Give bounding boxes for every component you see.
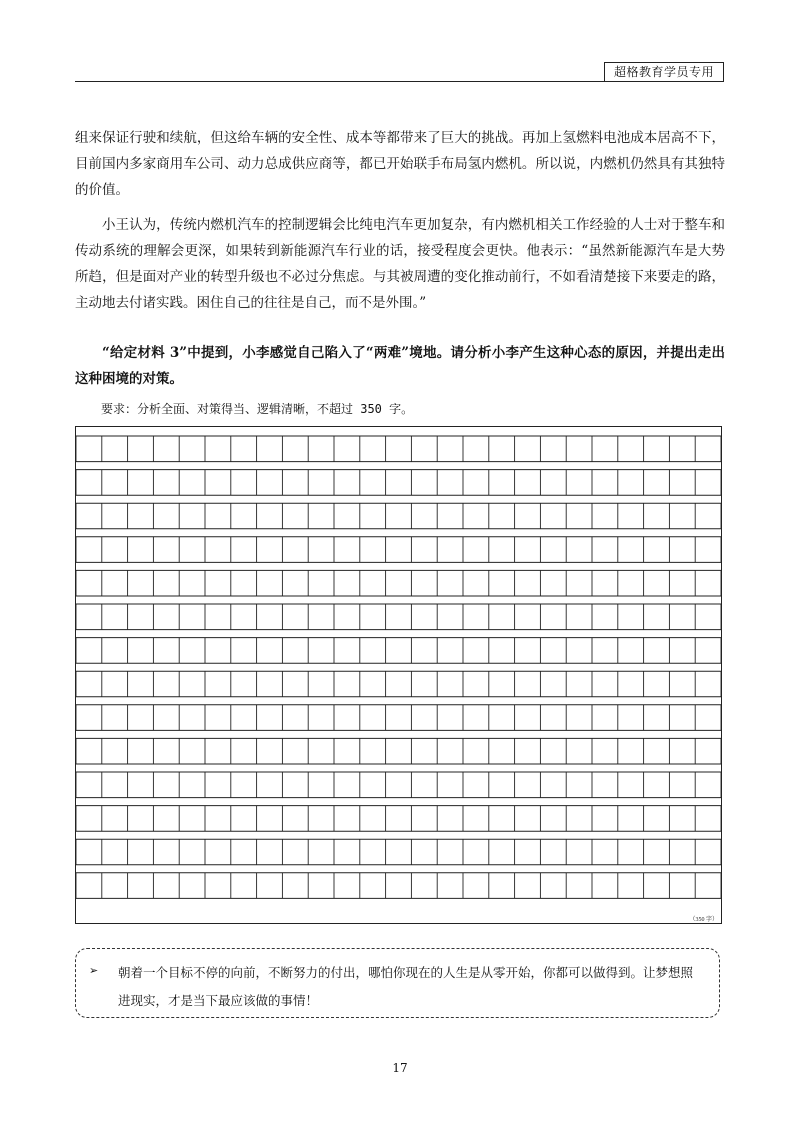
motto-text: 朝着一个目标不停的向前，不断努力的付出，哪怕你现在的人生是从零开始，你都可以做得到。让梦想照进现实，才是当下最应该做的事情！ — [118, 965, 694, 1008]
answer-grid[interactable] — [75, 426, 722, 924]
grid-row — [76, 705, 721, 731]
header-badge: 超格教育学员专用 — [604, 62, 724, 82]
motto-box — [75, 948, 720, 1018]
grid-row — [76, 537, 721, 563]
grid-frame — [76, 427, 722, 924]
grid-row — [76, 873, 721, 899]
arrow-bullet-icon: ➢ — [89, 964, 99, 977]
grid-row — [76, 738, 721, 764]
grid-row — [76, 839, 721, 865]
question-requirement: 要求：分析全面、对策得当、逻辑清晰，不超过 350 字。 — [101, 402, 414, 416]
material-paragraph-1: 组来保证行驶和续航，但这给车辆的安全性、成本等都带来了巨大的挑战。再加上氢燃料电池成本居高不下，目前国内多家商用车公司、动力总成供应商等，都已开始联手布局氢内燃机。所以说，内燃机仍然具有其独特的价值。 — [75, 130, 725, 198]
grid-row — [76, 772, 721, 798]
grid-row — [76, 436, 721, 462]
question-prompt: “给定材料 3”中提到，小李感觉自己陷入了“两难”境地。请分析小李产生这种心态的原因，并提出走出这种困境的对策。 — [75, 345, 725, 387]
header-divider — [75, 81, 722, 82]
page-number: 17 — [392, 1061, 408, 1075]
material-paragraph-2: 小王认为，传统内燃机汽车的控制逻辑会比纯电汽车更加复杂，有内燃机相关工作经验的人士对于整车和传动系统的理解会更深，如果转到新能源汽车行业的话，接受程度会更快。他表示：“虽然新能源汽车是大势所趋，但是面对产业的转型升级也不必过分焦虑。与其被周遭的变化推动前行，不如看清楚接下来要走的路，主动地去付诸实践。困住自己的往往是自己，而不是外围。” — [75, 217, 725, 311]
grid-row — [76, 570, 721, 596]
grid-row — [76, 503, 721, 529]
grid-row — [76, 604, 721, 630]
grid-row — [76, 806, 721, 832]
grid-row — [76, 470, 721, 496]
grid-row — [76, 671, 721, 697]
grid-count-label: （350 字） — [689, 917, 718, 923]
grid-row — [76, 638, 721, 664]
